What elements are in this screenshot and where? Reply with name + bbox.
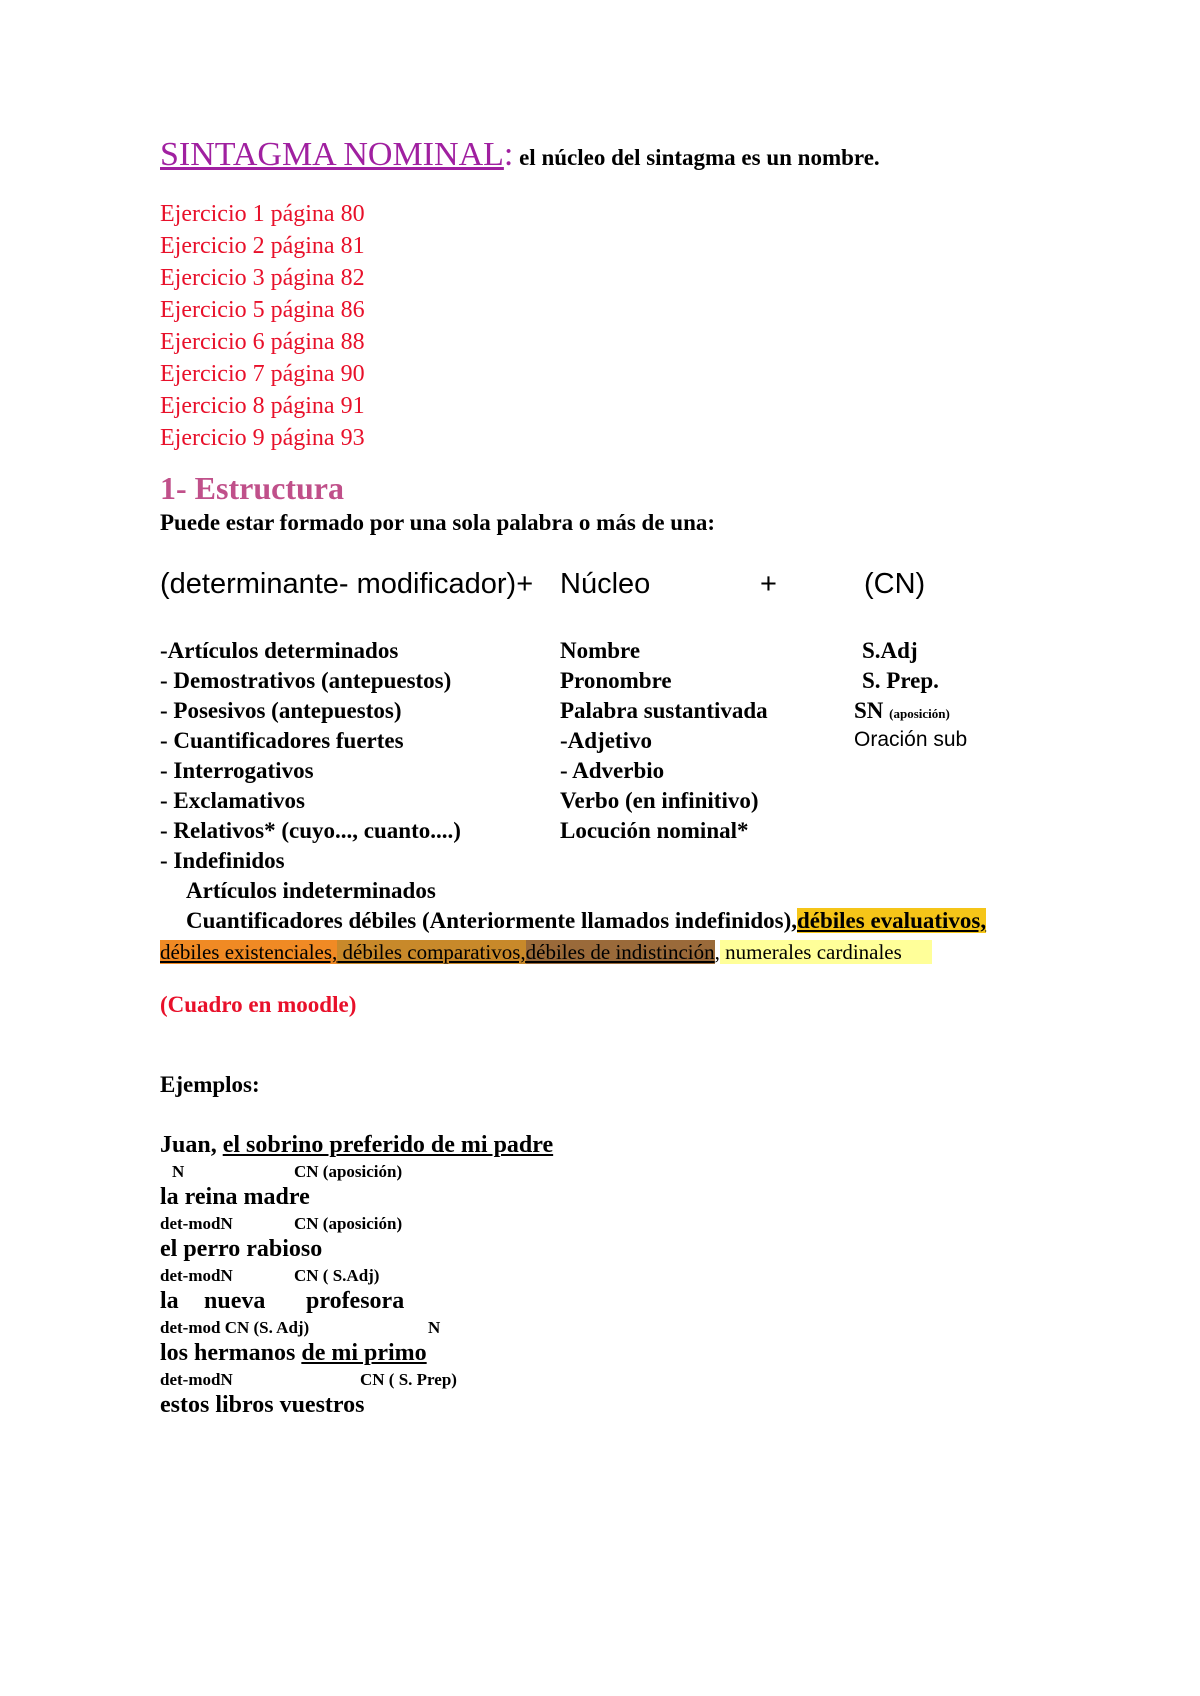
- indef-existenciales: débiles existenciales,: [160, 940, 338, 964]
- exercise-item: Ejercicio 7 página 90: [160, 361, 365, 387]
- structure-nucleo: Núcleo: [560, 568, 651, 600]
- det-item: - Exclamativos: [160, 788, 306, 813]
- example-word: profesora: [306, 1288, 405, 1314]
- document-title: [160, 136, 880, 174]
- example-hermanos: los hermanos: [160, 1340, 302, 1366]
- det-item: - Demostrativos (antepuestos): [160, 668, 452, 693]
- example-label-cn: CN ( S. Prep): [360, 1370, 457, 1389]
- det-item: -Artículos determinados: [160, 638, 399, 663]
- structure-determinante: (determinante- modificador)+: [160, 568, 534, 600]
- exercise-item: Ejercicio 2 página 81: [160, 233, 365, 259]
- exercise-item: Ejercicio 9 página 93: [160, 425, 365, 451]
- indef-comparativos: débiles comparativos,: [337, 940, 526, 964]
- nucleo-item: Verbo (en infinitivo): [560, 788, 759, 813]
- cn-item-adj: S.Adj: [862, 638, 918, 663]
- example-label-cn: CN ( S.Adj): [294, 1266, 380, 1285]
- nucleo-item: Nombre: [560, 638, 641, 663]
- indef-comma: ,: [714, 940, 720, 964]
- example-label-cn: CN (aposición): [294, 1214, 403, 1233]
- example-word: nueva: [204, 1288, 266, 1314]
- section-intro: Puede estar formado por una sola palabra o más de una:: [160, 510, 716, 535]
- indef-cuantificadores: Cuantificadores débiles (Anteriormente llamados indefinidos),: [186, 908, 797, 933]
- indef-highlight-line: [160, 940, 932, 965]
- nucleo-item: - Adverbio: [560, 758, 665, 783]
- example-word: la: [160, 1288, 179, 1314]
- example-phrase: [160, 1132, 553, 1159]
- det-item: - Posesivos (antepuestos): [160, 698, 402, 723]
- nucleo-item: -Adjetivo: [560, 728, 652, 753]
- example-juan: Juan,: [160, 1132, 223, 1158]
- nucleo-item: Palabra sustantivada: [560, 698, 768, 723]
- example-label-n: N: [172, 1162, 185, 1181]
- cn-item-prep: S. Prep.: [862, 668, 939, 693]
- exercise-item: Ejercicio 8 página 91: [160, 393, 365, 419]
- det-item: - Indefinidos: [160, 848, 285, 873]
- example-sobrino: el sobrino preferido de mi padre: [222, 1132, 554, 1158]
- example-label-det: det-modN: [160, 1266, 233, 1285]
- exercise-item: Ejercicio 5 página 86: [160, 297, 365, 323]
- nucleo-item: Locución nominal*: [560, 818, 749, 843]
- cn-sn-label: SN: [854, 698, 884, 723]
- indef-cuantificadores-line: [186, 908, 986, 934]
- det-item: - Relativos* (cuyo..., cuanto....): [160, 818, 461, 843]
- title-heading: SINTAGMA NOMINAL: [160, 136, 504, 173]
- indef-evaluativos: débiles evaluativos,: [796, 908, 987, 933]
- det-item: - Interrogativos: [160, 758, 314, 783]
- title-definition: el núcleo del sintagma es un nombre.: [513, 145, 880, 170]
- title-colon: :: [503, 136, 514, 173]
- example-phrase: la reina madre: [160, 1184, 310, 1210]
- example-label-n: N: [428, 1318, 441, 1337]
- example-label-cn: CN (aposición): [294, 1162, 403, 1181]
- indef-numerales: numerales cardinales: [720, 940, 932, 964]
- cn-item-sn: [854, 698, 950, 724]
- example-phrase: [160, 1340, 427, 1367]
- example-label-det-cn: det-mod CN (S. Adj): [160, 1318, 310, 1337]
- indef-articulos: Artículos indeterminados: [186, 878, 436, 903]
- example-phrase: el perro rabioso: [160, 1236, 323, 1262]
- cn-item-oracion: Oración sub: [854, 728, 968, 751]
- cn-sn-note: (aposición): [889, 706, 950, 721]
- cuadro-note: (Cuadro en moodle): [160, 992, 357, 1017]
- exercise-item: Ejercicio 3 página 82: [160, 265, 365, 291]
- examples-label: Ejemplos:: [160, 1072, 260, 1097]
- section-heading: 1- Estructura: [160, 470, 344, 506]
- example-phrase: estos libros vuestros: [160, 1392, 365, 1418]
- example-label-det: det-modN: [160, 1214, 233, 1233]
- structure-cn: (CN): [864, 568, 926, 600]
- indef-indistincion: débiles de indistinción: [525, 940, 715, 964]
- det-item: - Cuantificadores fuertes: [160, 728, 404, 753]
- structure-plus: +: [760, 568, 777, 600]
- exercise-item: Ejercicio 6 página 88: [160, 329, 365, 355]
- nucleo-item: Pronombre: [560, 668, 672, 693]
- example-primo: de mi primo: [301, 1340, 427, 1366]
- example-label-det: det-modN: [160, 1370, 233, 1389]
- exercise-item: Ejercicio 1 página 80: [160, 201, 365, 227]
- exercise-list: [160, 198, 365, 454]
